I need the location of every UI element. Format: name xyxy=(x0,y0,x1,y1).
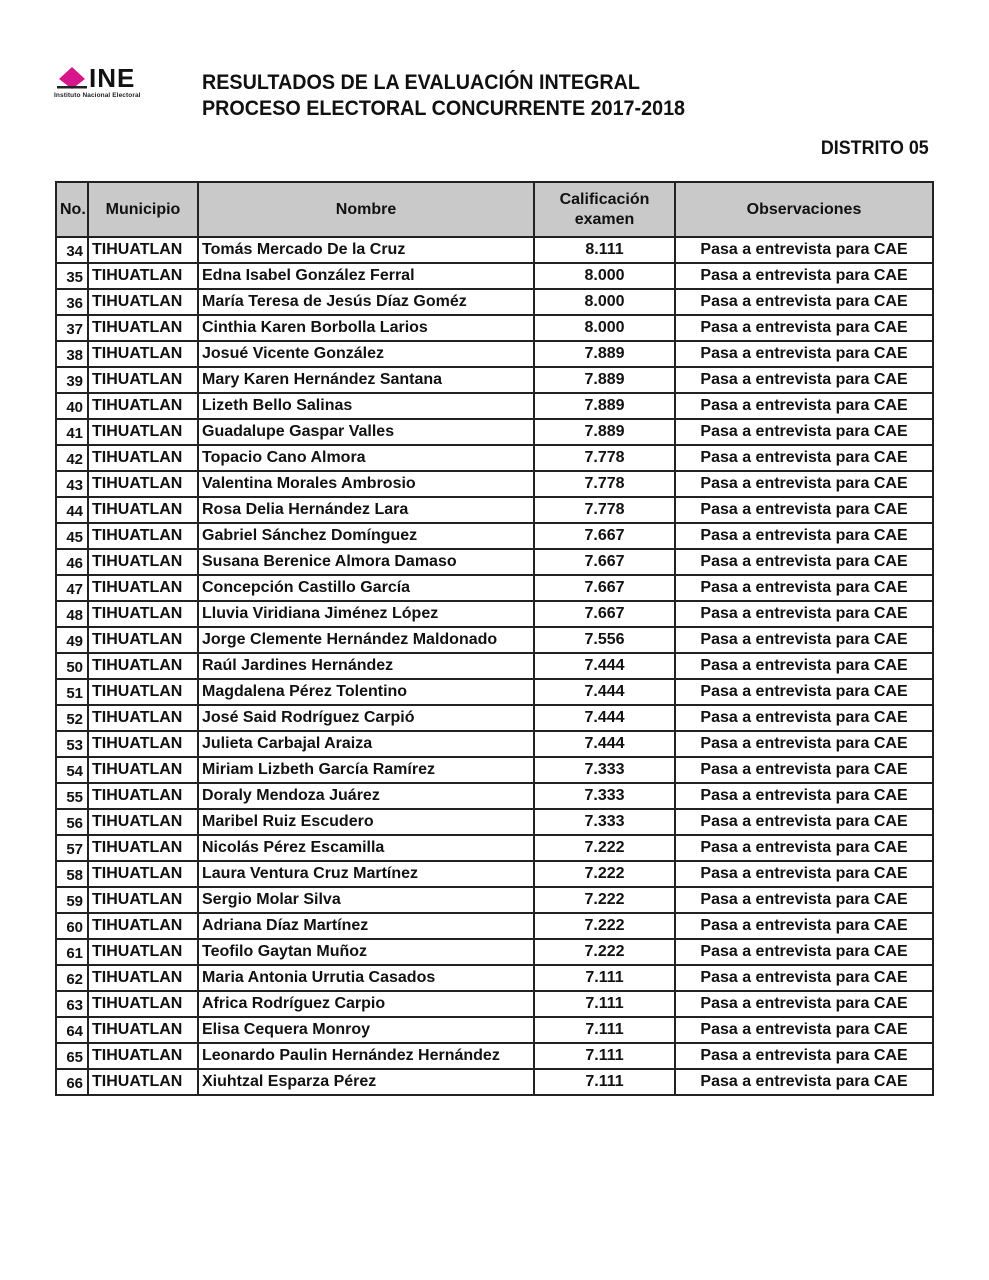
row-municipio: TIHUATLAN xyxy=(88,965,198,991)
row-municipio: TIHUATLAN xyxy=(88,705,198,731)
row-municipio: TIHUATLAN xyxy=(88,887,198,913)
row-calificacion: 7.444 xyxy=(534,653,675,679)
row-nombre: Lizeth Bello Salinas xyxy=(198,393,534,419)
row-nombre: Laura Ventura Cruz Martínez xyxy=(198,861,534,887)
row-nombre: Lluvia Viridiana Jiménez López xyxy=(198,601,534,627)
row-number: 64 xyxy=(56,1017,88,1043)
row-nombre: Rosa Delia Hernández Lara xyxy=(198,497,534,523)
row-observaciones: Pasa a entrevista para CAE xyxy=(675,471,933,497)
row-number: 54 xyxy=(56,757,88,783)
table-row xyxy=(56,1069,933,1095)
row-municipio: TIHUATLAN xyxy=(88,913,198,939)
row-calificacion: 7.778 xyxy=(534,497,675,523)
row-municipio: TIHUATLAN xyxy=(88,757,198,783)
row-number: 63 xyxy=(56,991,88,1017)
row-nombre: Susana Berenice Almora Damaso xyxy=(198,549,534,575)
row-observaciones: Pasa a entrevista para CAE xyxy=(675,913,933,939)
row-calificacion: 7.778 xyxy=(534,471,675,497)
document-title xyxy=(202,70,685,122)
row-municipio: TIHUATLAN xyxy=(88,575,198,601)
row-number: 60 xyxy=(56,913,88,939)
row-nombre: Gabriel Sánchez Domínguez xyxy=(198,523,534,549)
row-municipio: TIHUATLAN xyxy=(88,731,198,757)
row-nombre: Teofilo Gaytan Muñoz xyxy=(198,939,534,965)
row-observaciones: Pasa a entrevista para CAE xyxy=(675,757,933,783)
row-calificacion: 7.333 xyxy=(534,757,675,783)
row-number: 49 xyxy=(56,627,88,653)
row-nombre: Guadalupe Gaspar Valles xyxy=(198,419,534,445)
row-number: 53 xyxy=(56,731,88,757)
row-calificacion: 7.889 xyxy=(534,341,675,367)
row-municipio: TIHUATLAN xyxy=(88,497,198,523)
row-nombre: Africa Rodríguez Carpio xyxy=(198,991,534,1017)
row-nombre: Valentina Morales Ambrosio xyxy=(198,471,534,497)
table-row xyxy=(56,575,933,601)
table-row xyxy=(56,471,933,497)
row-municipio: TIHUATLAN xyxy=(88,445,198,471)
row-calificacion: 7.222 xyxy=(534,913,675,939)
row-observaciones: Pasa a entrevista para CAE xyxy=(675,809,933,835)
row-number: 58 xyxy=(56,861,88,887)
row-nombre: Mary Karen Hernández Santana xyxy=(198,367,534,393)
row-calificacion: 7.556 xyxy=(534,627,675,653)
row-nombre: Miriam Lizbeth García Ramírez xyxy=(198,757,534,783)
row-calificacion: 7.222 xyxy=(534,835,675,861)
row-number: 57 xyxy=(56,835,88,861)
table-row xyxy=(56,861,933,887)
table-row xyxy=(56,601,933,627)
row-municipio: TIHUATLAN xyxy=(88,393,198,419)
logo-wordmark: INE xyxy=(89,63,136,93)
table-row xyxy=(56,783,933,809)
row-number: 44 xyxy=(56,497,88,523)
row-municipio: TIHUATLAN xyxy=(88,783,198,809)
row-municipio: TIHUATLAN xyxy=(88,939,198,965)
row-observaciones: Pasa a entrevista para CAE xyxy=(675,887,933,913)
row-calificacion: 7.111 xyxy=(534,1069,675,1095)
results-table xyxy=(55,181,934,1096)
header-observaciones: Observaciones xyxy=(675,182,933,237)
row-calificacion: 7.667 xyxy=(534,601,675,627)
row-calificacion: 7.444 xyxy=(534,731,675,757)
row-observaciones: Pasa a entrevista para CAE xyxy=(675,393,933,419)
row-nombre: Julieta Carbajal Araiza xyxy=(198,731,534,757)
row-nombre: Doraly Mendoza Juárez xyxy=(198,783,534,809)
table-row xyxy=(56,705,933,731)
row-number: 56 xyxy=(56,809,88,835)
row-number: 50 xyxy=(56,653,88,679)
row-calificacion: 7.667 xyxy=(534,549,675,575)
row-calificacion: 7.889 xyxy=(534,393,675,419)
row-number: 40 xyxy=(56,393,88,419)
header-calificacion-line2: examen xyxy=(574,210,635,228)
table-row xyxy=(56,679,933,705)
table-row xyxy=(56,887,933,913)
title-line-2: PROCESO ELECTORAL CONCURRENTE 2017-2018 xyxy=(202,97,686,120)
row-municipio: TIHUATLAN xyxy=(88,601,198,627)
row-calificacion: 7.889 xyxy=(534,419,675,445)
table-row xyxy=(56,913,933,939)
table-row xyxy=(56,627,933,653)
row-observaciones: Pasa a entrevista para CAE xyxy=(675,1069,933,1095)
distrito-label: DISTRITO 05 xyxy=(821,138,929,159)
row-calificacion: 7.333 xyxy=(534,809,675,835)
row-calificacion: 8.111 xyxy=(534,237,675,263)
row-calificacion: 8.000 xyxy=(534,263,675,289)
row-observaciones: Pasa a entrevista para CAE xyxy=(675,705,933,731)
row-number: 35 xyxy=(56,263,88,289)
row-municipio: TIHUATLAN xyxy=(88,549,198,575)
row-number: 52 xyxy=(56,705,88,731)
header-no: No. xyxy=(56,182,88,237)
row-number: 46 xyxy=(56,549,88,575)
table-row xyxy=(56,1017,933,1043)
row-calificacion: 7.778 xyxy=(534,445,675,471)
row-observaciones: Pasa a entrevista para CAE xyxy=(675,315,933,341)
row-nombre: Maria Antonia Urrutia Casados xyxy=(198,965,534,991)
row-number: 65 xyxy=(56,1043,88,1069)
row-municipio: TIHUATLAN xyxy=(88,835,198,861)
row-calificacion: 7.444 xyxy=(534,679,675,705)
row-number: 55 xyxy=(56,783,88,809)
row-calificacion: 7.111 xyxy=(534,991,675,1017)
row-observaciones: Pasa a entrevista para CAE xyxy=(675,341,933,367)
row-observaciones: Pasa a entrevista para CAE xyxy=(675,289,933,315)
row-nombre: Josué Vicente González xyxy=(198,341,534,367)
row-number: 48 xyxy=(56,601,88,627)
header-calificacion xyxy=(534,182,675,237)
table-row xyxy=(56,237,933,263)
row-calificacion: 7.222 xyxy=(534,939,675,965)
ine-logo xyxy=(54,63,169,102)
row-municipio: TIHUATLAN xyxy=(88,471,198,497)
row-observaciones: Pasa a entrevista para CAE xyxy=(675,627,933,653)
row-nombre: Jorge Clemente Hernández Maldonado xyxy=(198,627,534,653)
row-municipio: TIHUATLAN xyxy=(88,367,198,393)
row-municipio: TIHUATLAN xyxy=(88,237,198,263)
row-observaciones: Pasa a entrevista para CAE xyxy=(675,497,933,523)
row-number: 43 xyxy=(56,471,88,497)
row-calificacion: 8.000 xyxy=(534,315,675,341)
row-number: 51 xyxy=(56,679,88,705)
table-row xyxy=(56,965,933,991)
row-municipio: TIHUATLAN xyxy=(88,315,198,341)
row-nombre: Tomás Mercado De la Cruz xyxy=(198,237,534,263)
row-municipio: TIHUATLAN xyxy=(88,1017,198,1043)
row-municipio: TIHUATLAN xyxy=(88,1069,198,1095)
row-number: 41 xyxy=(56,419,88,445)
row-calificacion: 7.444 xyxy=(534,705,675,731)
row-observaciones: Pasa a entrevista para CAE xyxy=(675,1043,933,1069)
row-number: 38 xyxy=(56,341,88,367)
row-nombre: Elisa Cequera Monroy xyxy=(198,1017,534,1043)
row-calificacion: 7.111 xyxy=(534,1017,675,1043)
row-municipio: TIHUATLAN xyxy=(88,653,198,679)
row-calificacion: 7.222 xyxy=(534,861,675,887)
header-nombre: Nombre xyxy=(198,182,534,237)
row-observaciones: Pasa a entrevista para CAE xyxy=(675,731,933,757)
row-nombre: José Said Rodríguez Carpió xyxy=(198,705,534,731)
row-observaciones: Pasa a entrevista para CAE xyxy=(675,419,933,445)
row-calificacion: 7.889 xyxy=(534,367,675,393)
table-row xyxy=(56,419,933,445)
row-nombre: María Teresa de Jesús Díaz Goméz xyxy=(198,289,534,315)
table-row xyxy=(56,549,933,575)
row-observaciones: Pasa a entrevista para CAE xyxy=(675,601,933,627)
row-calificacion: 7.111 xyxy=(534,965,675,991)
row-nombre: Nicolás Pérez Escamilla xyxy=(198,835,534,861)
row-nombre: Topacio Cano Almora xyxy=(198,445,534,471)
row-observaciones: Pasa a entrevista para CAE xyxy=(675,549,933,575)
row-observaciones: Pasa a entrevista para CAE xyxy=(675,575,933,601)
row-observaciones: Pasa a entrevista para CAE xyxy=(675,679,933,705)
table-row xyxy=(56,315,933,341)
table-row xyxy=(56,991,933,1017)
row-observaciones: Pasa a entrevista para CAE xyxy=(675,1017,933,1043)
table-row xyxy=(56,653,933,679)
row-number: 61 xyxy=(56,939,88,965)
row-number: 47 xyxy=(56,575,88,601)
row-number: 59 xyxy=(56,887,88,913)
row-calificacion: 8.000 xyxy=(534,289,675,315)
row-nombre: Edna Isabel González Ferral xyxy=(198,263,534,289)
row-municipio: TIHUATLAN xyxy=(88,289,198,315)
table-row xyxy=(56,445,933,471)
ine-diamond-ballot-icon xyxy=(57,67,87,93)
row-municipio: TIHUATLAN xyxy=(88,679,198,705)
row-number: 37 xyxy=(56,315,88,341)
row-nombre: Adriana Díaz Martínez xyxy=(198,913,534,939)
table-row xyxy=(56,289,933,315)
row-number: 66 xyxy=(56,1069,88,1095)
row-municipio: TIHUATLAN xyxy=(88,523,198,549)
row-observaciones: Pasa a entrevista para CAE xyxy=(675,445,933,471)
table-body xyxy=(56,237,933,1095)
row-observaciones: Pasa a entrevista para CAE xyxy=(675,939,933,965)
row-number: 34 xyxy=(56,237,88,263)
row-nombre: Cinthia Karen Borbolla Larios xyxy=(198,315,534,341)
title-line-1: RESULTADOS DE LA EVALUACIÓN INTEGRAL xyxy=(202,71,640,94)
table-row xyxy=(56,523,933,549)
table-row xyxy=(56,835,933,861)
logo-subtitle: Instituto Nacional Electoral xyxy=(54,92,141,99)
row-calificacion: 7.111 xyxy=(534,1043,675,1069)
row-calificacion: 7.667 xyxy=(534,523,675,549)
row-municipio: TIHUATLAN xyxy=(88,1043,198,1069)
row-municipio: TIHUATLAN xyxy=(88,861,198,887)
table-row xyxy=(56,497,933,523)
row-observaciones: Pasa a entrevista para CAE xyxy=(675,263,933,289)
row-nombre: Leonardo Paulin Hernández Hernández xyxy=(198,1043,534,1069)
table-row xyxy=(56,809,933,835)
row-municipio: TIHUATLAN xyxy=(88,263,198,289)
table-row xyxy=(56,367,933,393)
row-number: 36 xyxy=(56,289,88,315)
row-observaciones: Pasa a entrevista para CAE xyxy=(675,835,933,861)
table-row xyxy=(56,757,933,783)
row-number: 39 xyxy=(56,367,88,393)
row-calificacion: 7.222 xyxy=(534,887,675,913)
row-calificacion: 7.667 xyxy=(534,575,675,601)
row-number: 45 xyxy=(56,523,88,549)
table-row xyxy=(56,939,933,965)
row-observaciones: Pasa a entrevista para CAE xyxy=(675,965,933,991)
table-row xyxy=(56,1043,933,1069)
row-observaciones: Pasa a entrevista para CAE xyxy=(675,783,933,809)
header-calificacion-line1: Calificación xyxy=(559,190,650,208)
row-municipio: TIHUATLAN xyxy=(88,991,198,1017)
row-observaciones: Pasa a entrevista para CAE xyxy=(675,653,933,679)
table-row xyxy=(56,393,933,419)
row-nombre: Raúl Jardines Hernández xyxy=(198,653,534,679)
row-observaciones: Pasa a entrevista para CAE xyxy=(675,991,933,1017)
row-municipio: TIHUATLAN xyxy=(88,627,198,653)
row-nombre: Sergio Molar Silva xyxy=(198,887,534,913)
row-nombre: Concepción Castillo García xyxy=(198,575,534,601)
row-number: 42 xyxy=(56,445,88,471)
row-observaciones: Pasa a entrevista para CAE xyxy=(675,237,933,263)
header-municipio: Municipio xyxy=(88,182,198,237)
row-observaciones: Pasa a entrevista para CAE xyxy=(675,861,933,887)
row-municipio: TIHUATLAN xyxy=(88,419,198,445)
table-row xyxy=(56,263,933,289)
row-nombre: Xiuhtzal Esparza Pérez xyxy=(198,1069,534,1095)
row-nombre: Maribel Ruiz Escudero xyxy=(198,809,534,835)
row-observaciones: Pasa a entrevista para CAE xyxy=(675,523,933,549)
row-calificacion: 7.333 xyxy=(534,783,675,809)
table-row xyxy=(56,731,933,757)
table-row xyxy=(56,341,933,367)
row-municipio: TIHUATLAN xyxy=(88,809,198,835)
row-observaciones: Pasa a entrevista para CAE xyxy=(675,367,933,393)
row-municipio: TIHUATLAN xyxy=(88,341,198,367)
row-number: 62 xyxy=(56,965,88,991)
table-header xyxy=(56,182,933,237)
row-nombre: Magdalena Pérez Tolentino xyxy=(198,679,534,705)
